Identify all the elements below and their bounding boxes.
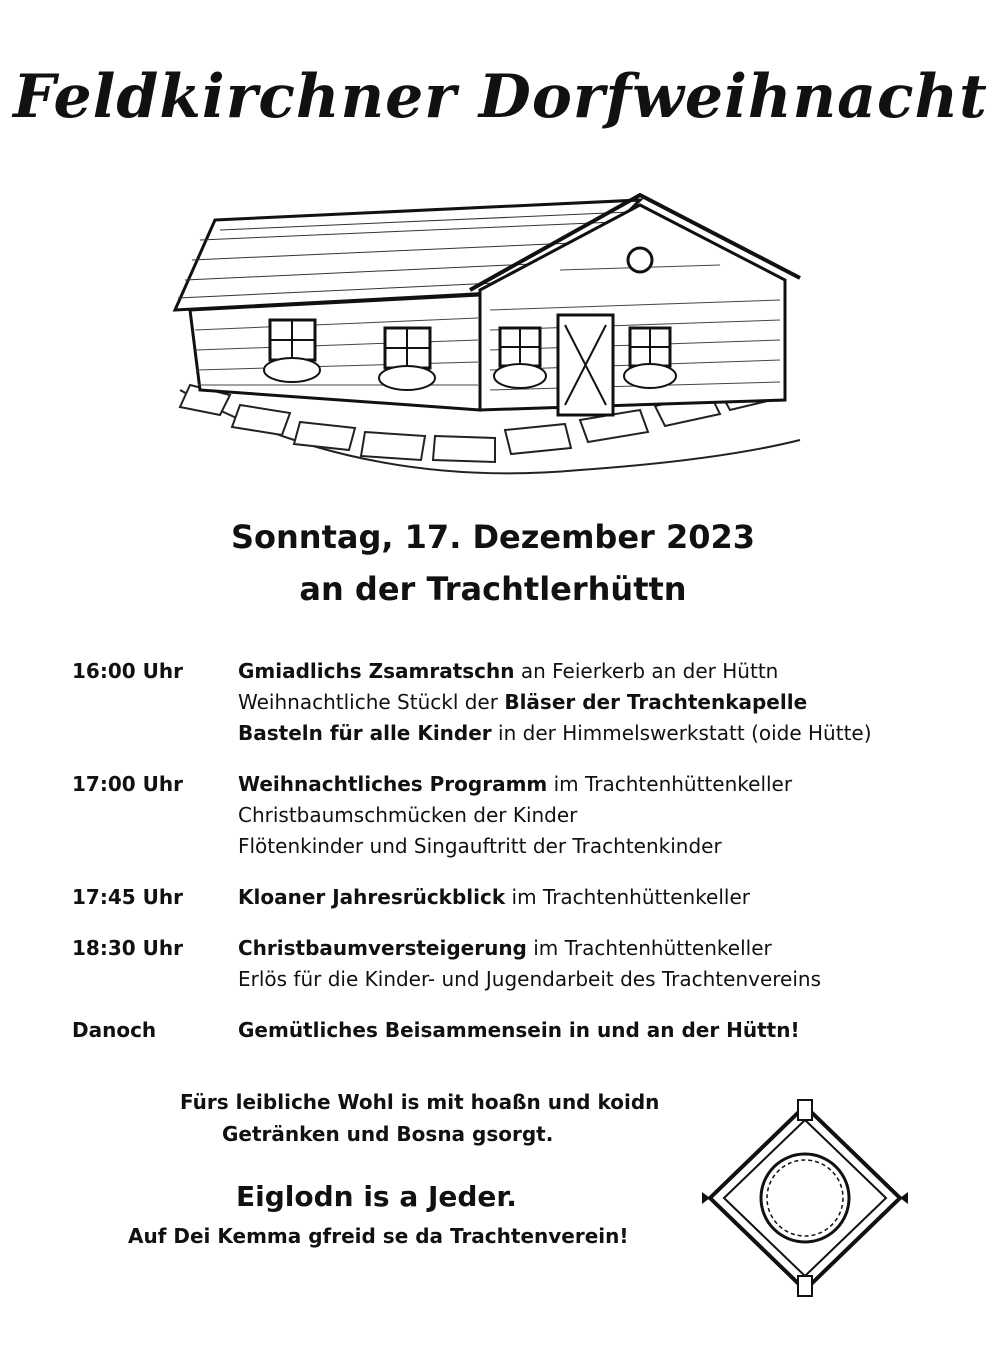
page-title: Feldkirchner Dorfweihnacht (13, 62, 988, 132)
schedule-time: 18:30 Uhr (72, 936, 183, 960)
schedule (72, 656, 952, 1046)
food-note-line-1: Fürs leibliche Wohl is mit hoaßn und koidn (180, 1090, 660, 1114)
schedule-time: Danoch (72, 1018, 157, 1042)
schedule-description: Kloaner Jahresrückblick im Trachtenhüttenkeller (238, 885, 751, 909)
schedule-description: Gmiadlichs Zsamratschn an Feierkerb an der Hüttn Weihnachtliche Stückl der Bläser der Trachtenkapelle Basteln für alle Kinder in der Himmelswerkstatt (oide Hütte) (238, 659, 872, 745)
schedule-time: 17:00 Uhr (72, 772, 183, 796)
schedule-description: Weihnachtliches Programm im Trachtenhüttenkeller Christbaumschmücken der Kinder Flötenkinder und Singauftritt der Trachtenkinder (238, 772, 793, 858)
schedule-description: Gemütliches Beisammensein in und an der Hüttn! (238, 1018, 800, 1042)
schedule-row (72, 933, 952, 995)
food-note-line-2: Getränken und Bosna gsorgt. (222, 1122, 554, 1146)
schedule-row (72, 1015, 952, 1046)
event-location: an der Trachtlerhüttn (299, 570, 687, 608)
schedule-time: 17:45 Uhr (72, 885, 183, 909)
schedule-row (72, 656, 952, 749)
club-seal-logo (700, 1098, 910, 1298)
schedule-time: 16:00 Uhr (72, 659, 183, 683)
hut-illustration (160, 160, 820, 500)
invitation-heading: Eiglodn is a Jeder. (236, 1180, 517, 1213)
schedule-row (72, 769, 952, 862)
schedule-row (72, 882, 952, 913)
schedule-description: Christbaumversteigerung im Trachtenhüttenkeller Erlös für die Kinder- und Jugendarbeit des Trachtenvereins (238, 936, 821, 991)
event-date: Sonntag, 17. Dezember 2023 (230, 518, 756, 556)
closing-line: Auf Dei Kemma gfreid se da Trachtenverein! (128, 1224, 629, 1248)
